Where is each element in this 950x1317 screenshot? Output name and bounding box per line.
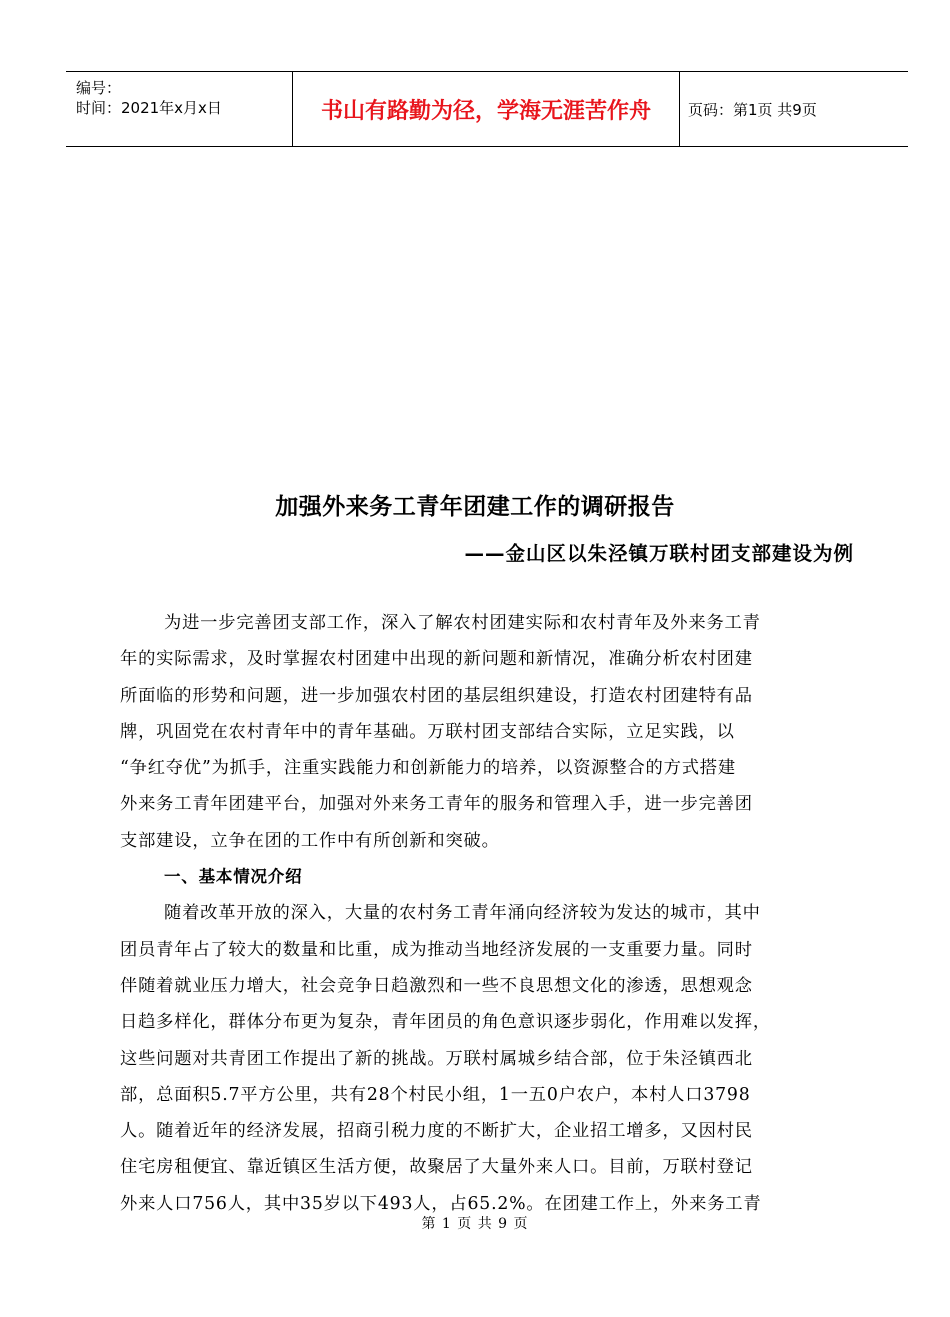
- paragraph-line: 部，总面积5.7平方公里，共有28个村民小组，1一五0户农户，本村人口3798: [120, 1084, 751, 1105]
- document-title: 加强外来务工青年团建工作的调研报告: [275, 494, 675, 520]
- document-number-label: 编号：: [76, 79, 122, 97]
- document-time-label: 时间：2021年x月x日: [76, 99, 222, 117]
- paragraph-line: 年的实际需求，及时掌握农村团建中出现的新问题和新情况，准确分析农村团建: [120, 649, 753, 670]
- paragraph-line: 外来务工青年团建平台，加强对外来务工青年的服务和管理入手，进一步完善团: [120, 794, 753, 815]
- header-meta: [76, 78, 286, 118]
- header-motto: 书山有路勤为径，学海无涯苦作舟: [320, 98, 651, 124]
- paragraph-line: 住宅房租便宜、靠近镇区生活方便，故聚居了大量外来人口。目前，万联村登记: [120, 1157, 753, 1178]
- paragraph-line: 随着改革开放的深入，大量的农村务工青年涌向经济较为发达的城市，其中: [164, 903, 761, 924]
- header-page-info: 页码：第1页 共9页: [688, 100, 817, 119]
- document-subtitle: ——金山区以朱泾镇万联村团支部建设为例: [464, 542, 854, 565]
- paragraph-line: 伴随着就业压力增大，社会竞争日趋激烈和一些不良思想文化的渗透，思想观念: [120, 975, 753, 996]
- paragraph-line: 所面临的形势和问题，进一步加强农村团的基层组织建设，打造农村团建特有品: [120, 685, 753, 706]
- paragraph-line: 外来人口756人，其中35岁以下493人，占65.2%。在团建工作上，外来务工青: [120, 1193, 762, 1214]
- section-heading: 一、基本情况介绍: [164, 867, 303, 887]
- paragraph-line: 人。随着近年的经济发展，招商引税力度的不断扩大，企业招工增多，又因村民: [120, 1121, 753, 1142]
- paragraph-line: 支部建设，立争在团的工作中有所创新和突破。: [120, 830, 500, 851]
- document-body: [120, 605, 856, 1222]
- paragraph-line: 这些问题对共青团工作提出了新的挑战。万联村属城乡结合部，位于朱泾镇西北: [120, 1048, 753, 1069]
- page-footer: 第 1 页 共 9 页: [421, 1216, 529, 1232]
- paragraph-line: 日趋多样化，群体分布更为复杂，青年团员的角色意识逐步弱化，作用难以发挥，: [120, 1012, 771, 1033]
- paragraph-line: 团员青年占了较大的数量和比重，成为推动当地经济发展的一支重要力量。同时: [120, 939, 753, 960]
- paragraph-line: 牌，巩固党在农村青年中的青年基础。万联村团支部结合实际，立足实践，以: [120, 721, 735, 742]
- paragraph-line: 为进一步完善团支部工作，深入了解农村团建实际和农村青年及外来务工青: [164, 613, 761, 633]
- paragraph-line: “争红夺优”为抓手，注重实践能力和创新能力的培养，以资源整合的方式搭建: [120, 758, 736, 779]
- header-divider: [679, 72, 680, 146]
- page-header: [66, 71, 908, 147]
